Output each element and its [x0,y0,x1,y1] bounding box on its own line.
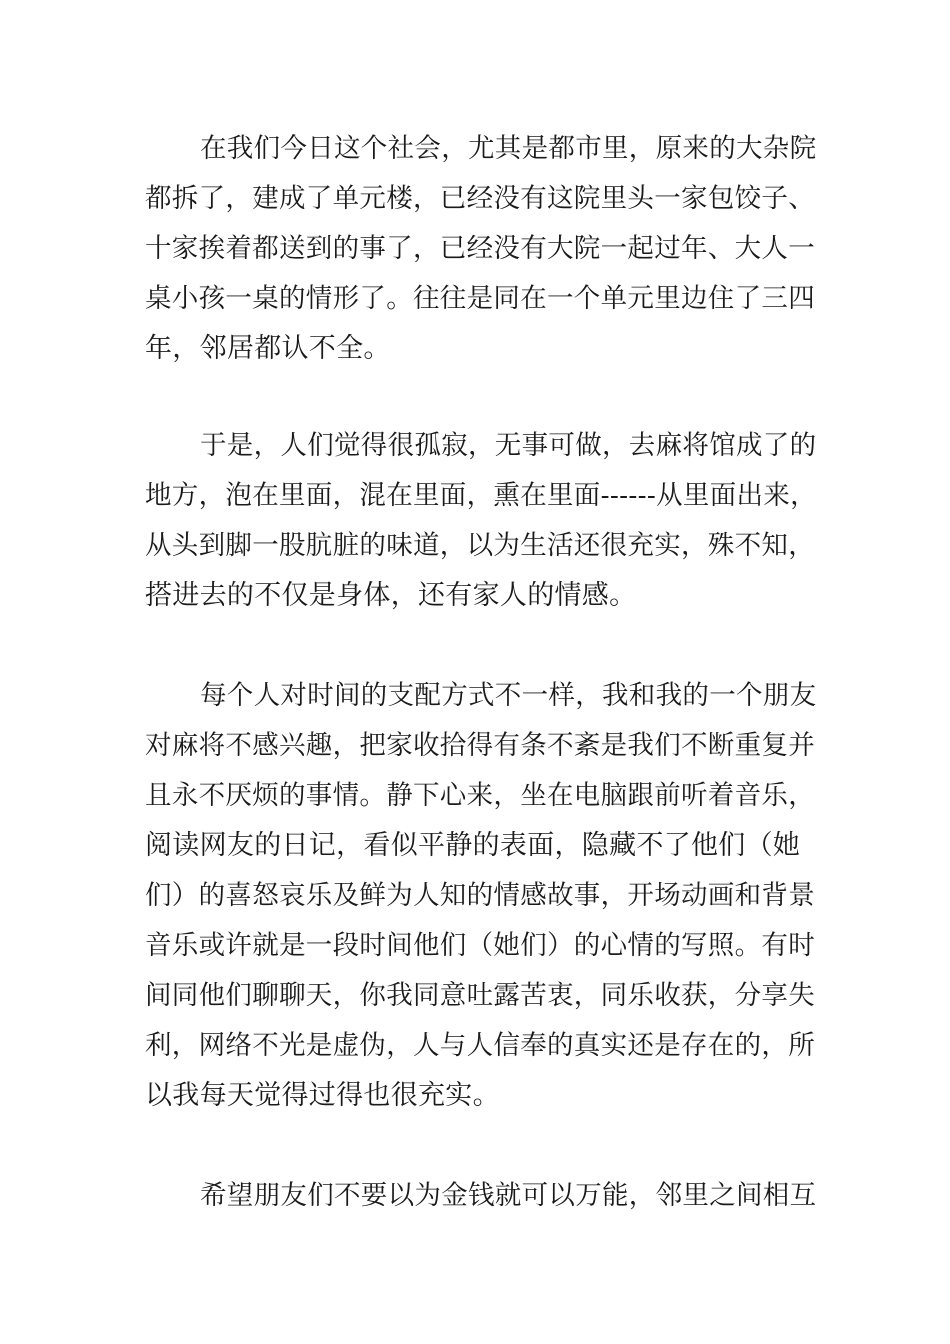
paragraph-line: 于是，人们觉得很孤寂，无事可做，去麻将馆成了的 [200,430,817,461]
paragraph-line: 在我们今日这个社会，尤其是都市里，原来的大杂院 [200,133,817,164]
paragraph-line: 以我每天觉得过得也很充实。 [145,1080,500,1111]
paragraph-line: 每个人对时间的支配方式不一样，我和我的一个朋友 [200,680,817,711]
paragraph-line: 且永不厌烦的事情。静下心来，坐在电脑跟前听着音乐， [145,780,815,811]
paragraph-line: 阅读网友的日记，看似平静的表面，隐藏不了他们（她 [145,830,801,861]
paragraph-line: 桌小孩一桌的情形了。往往是同在一个单元里边住了三四 [145,283,815,314]
paragraph-line: 希望朋友们不要以为金钱就可以万能，邻里之间相互 [200,1180,817,1211]
paragraph-line: 地方，泡在里面，混在里面，熏在里面------从里面出来， [145,480,817,511]
paragraph-line: 从头到脚一股肮脏的味道，以为生活还很充实，殊不知， [145,530,815,561]
paragraph-line: 音乐或许就是一段时间他们（她们）的心情的写照。有时 [145,930,815,961]
paragraph-line: 年，邻居都认不全。 [145,333,391,364]
paragraph-line: 十家挨着都送到的事了，已经没有大院一起过年、大人一 [145,233,815,264]
paragraph-line: 搭进去的不仅是身体，还有家人的情感。 [145,580,637,611]
paragraph-line: 对麻将不感兴趣，把家收拾得有条不紊是我们不断重复并 [145,730,815,761]
paragraph-line: 都拆了，建成了单元楼，已经没有这院里头一家包饺子、 [145,183,815,214]
paragraph-line: 们）的喜怒哀乐及鲜为人知的情感故事，开场动画和背景 [145,880,815,911]
paragraph-line: 利，网络不光是虚伪，人与人信奉的真实还是存在的，所 [145,1030,815,1061]
paragraph-line: 间同他们聊聊天，你我同意吐露苦衷，同乐收获，分享失 [145,980,815,1011]
